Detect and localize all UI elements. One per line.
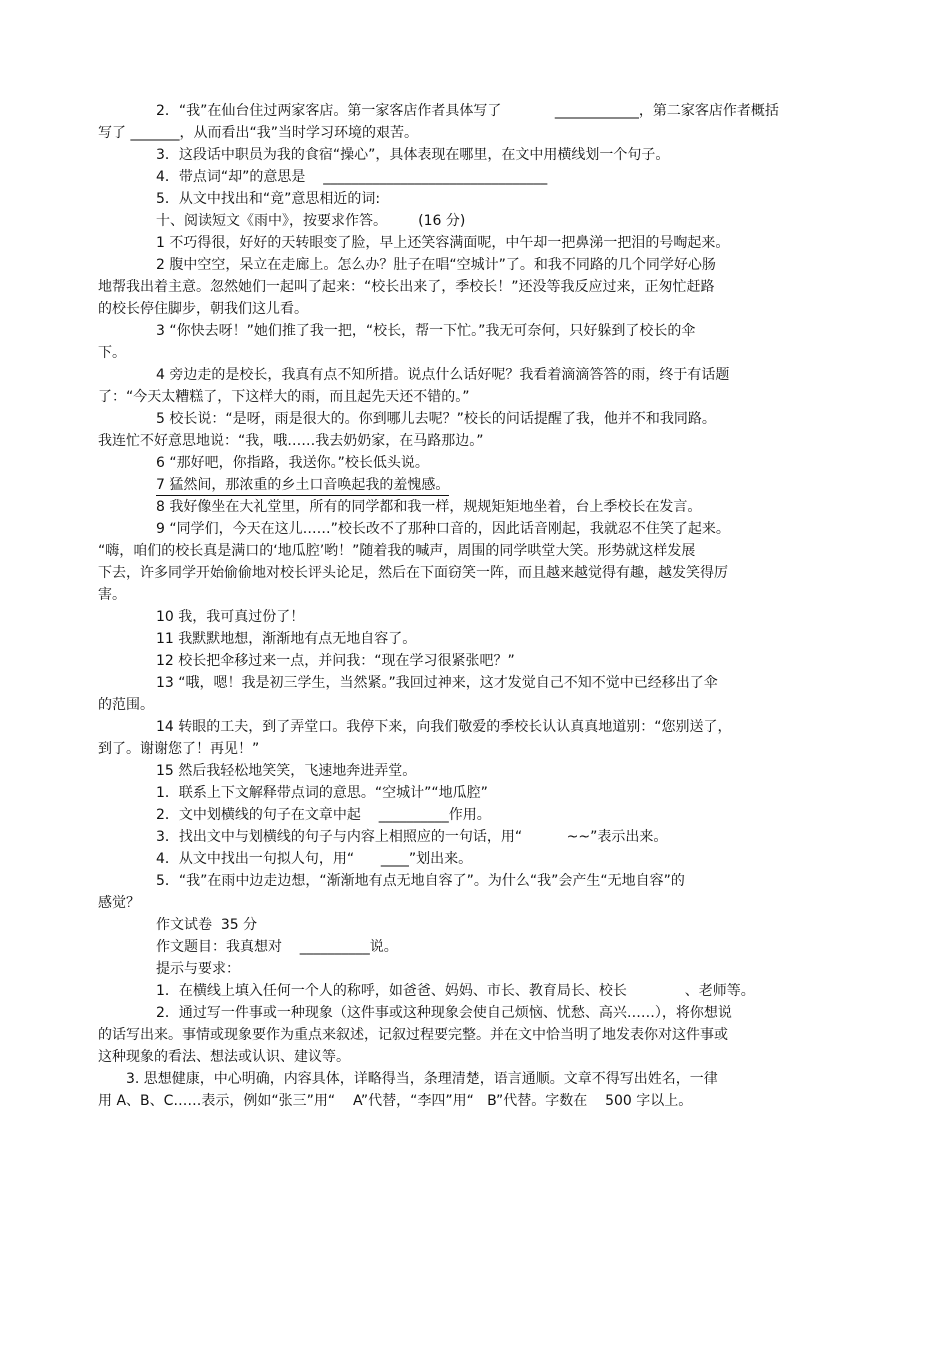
reading-question-4: 4．从文中找出一句拟人句，用“ ____”划出来。: [156, 851, 473, 867]
composition-hint-1: 1．在横线上填入任何一个人的称呼，如爸爸、妈妈、市长、教育局长、校长 、老师等。: [156, 983, 755, 999]
paragraph-14-line-1: 14 转眼的工夫，到了弄堂口。我停下来，向我们敬爱的季校长认认真真地道别：“您别送了，: [156, 719, 732, 735]
paragraph-8: 8 我好像坐在大礼堂里，所有的同学都和我一样，规规矩矩地坐着，台上季校长在发言。: [156, 499, 702, 515]
paragraph-5-line-2: 我连忙不好意思地说：“我，哦……我去奶奶家，在马路那边。”: [98, 433, 484, 449]
composition-hint-3-line-2: 用 A、B、C……表示，例如“张三”用“ A”代替，“李四”用“ B”代替。字数在 500 字以上。: [98, 1093, 693, 1109]
paragraph-2-line-1: 2 腹中空空，呆立在走廊上。怎么办？肚子在唱“空城计”了。和我不同路的几个同学好心肠: [156, 257, 716, 273]
question-5: 5．从文中找出和“竟”意思相近的词:: [156, 191, 381, 207]
composition-hint-2-line-2: 的话写出来。事情或现象要作为重点来叙述，记叙过程要完整。并在文中恰当明了地发表你对这件事或: [98, 1027, 728, 1043]
question-4: 4．带点词“却”的意思是 ________________________________: [156, 169, 548, 185]
composition-heading: 作文试卷 35 分: [156, 917, 258, 933]
paragraph-15: 15 然后我轻松地笑笑，飞速地奔进弄堂。: [156, 763, 417, 779]
paragraph-4-line-2: 了：“今天太糟糕了，下这样大的雨，而且起先天还不错的。”: [98, 389, 470, 405]
question-2-line-1: 2．“我”在仙台住过两家客店。第一家客店作者具体写了 ____________，第二家客店作者概括: [156, 103, 779, 119]
paragraph-2-line-2: 地帮我出着主意。忽然她们一起叫了起来：“校长出来了，季校长！”还没等我反应过来，正匆忙赶路: [98, 279, 715, 295]
composition-hint-3-line-1: 3. 思想健康，中心明确，内容具体，详略得当，条理清楚，语言通顺。文章不得写出姓名，一律: [126, 1071, 718, 1087]
reading-question-2: 2．文中划横线的句子在文章中起 __________作用。: [156, 807, 491, 823]
reading-question-5-line-2: 感觉？: [98, 895, 140, 911]
question-2-line-2: 写了 _______，从而看出“我”当时学习环境的艰苦。: [98, 125, 418, 141]
paragraph-9-line-4: 害。: [98, 587, 126, 603]
paragraph-5-line-1: 5 校长说：“是呀，雨是很大的。你到哪儿去呢？”校长的问话提醒了我，他并不和我同路。: [156, 411, 716, 427]
composition-hint-2-line-3: 这种现象的看法、想法或认识、建议等。: [98, 1049, 350, 1065]
paragraph-4-line-1: 4 旁边走的是校长，我真有点不知所措。说点什么话好呢？我看着滴滴答答的雨，终于有话题: [156, 367, 730, 383]
paragraph-6: 6 “那好吧，你指路，我送你。”校长低头说。: [156, 455, 429, 471]
composition-title: 作文题目：我真想对 __________说。: [156, 939, 398, 955]
paragraph-13-line-1: 13 “哦，嗯！我是初三学生，当然紧。”我回过神来，这才发觉自己不知不觉中已经移出了伞: [156, 675, 718, 691]
paragraph-9-line-2: “嗨，咱们的校长真是满口的‘地瓜腔’哟！”随着我的喊声，周围的同学哄堂大笑。形势就这样发展: [98, 543, 696, 559]
paragraph-14-line-2: 到了。谢谢您了！再见！”: [98, 741, 260, 757]
paragraph-10: 10 我，我可真过份了！: [156, 609, 305, 625]
paragraph-1: 1 不巧得很，好好的天转眼变了脸，早上还笑容满面呢，中午却一把鼻涕一把泪的号啕起来。: [156, 235, 730, 251]
paragraph-7-underlined: 7 猛然间，那浓重的乡土口音唤起我的羞愧感。: [156, 475, 449, 496]
paragraph-2-line-3: 的校长停住脚步，朝我们这儿看。: [98, 301, 308, 317]
paragraph-9-line-3: 下去，许多同学开始偷偷地对校长评头论足，然后在下面窃笑一阵，而且越来越觉得有趣，越发笑得厉: [98, 565, 728, 581]
question-3: 3．这段话中职员为我的食宿“操心”，具体表现在哪里，在文中用横线划一个句子。: [156, 147, 670, 163]
section-heading: 十、阅读短文《雨中》，按要求作答。 (16 分): [156, 213, 466, 229]
composition-hints-heading: 提示与要求：: [156, 961, 240, 977]
composition-hint-2-line-1: 2．通过写一件事或一种现象（这件事或这种现象会使自己烦恼、忧愁、高兴……），将你想说: [156, 1005, 732, 1021]
paragraph-3-line-2: 下。: [98, 345, 126, 361]
reading-question-1: 1．联系上下文解释带点词的意思。“空城计”“地瓜腔”: [156, 785, 488, 801]
paragraph-11: 11 我默默地想，渐渐地有点无地自容了。: [156, 631, 417, 647]
paragraph-9-line-1: 9 “同学们，今天在这儿……”校长改不了那种口音的，因此话音刚起，我就忍不住笑了起来。: [156, 521, 730, 537]
reading-question-3: 3．找出文中与划横线的句子与内容上相照应的一句话，用“ ~~”表示出来。: [156, 829, 668, 845]
paragraph-3-line-1: 3 “你快去呀！”她们推了我一把，“校长，帮一下忙。”我无可奈何，只好躲到了校长的伞: [156, 323, 696, 339]
paragraph-13-line-2: 的范围。: [98, 697, 154, 713]
paragraph-12: 12 校长把伞移过来一点，并问我：“现在学习很紧张吧？”: [156, 653, 515, 669]
reading-question-5-line-1: 5．“我”在雨中边走边想，“渐渐地有点无地自容了”。为什么“我”会产生“无地自容”的: [156, 873, 685, 889]
